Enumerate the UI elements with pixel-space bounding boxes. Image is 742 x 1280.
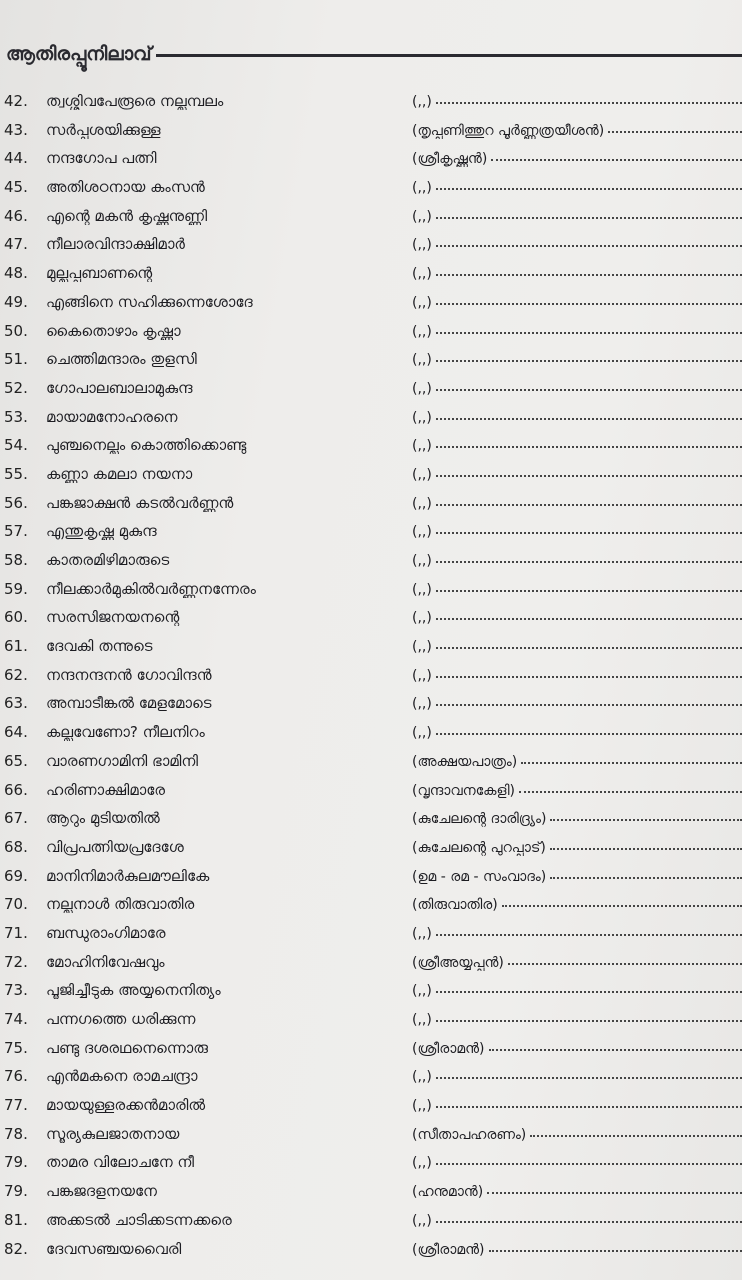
item-number: 43. (4, 120, 28, 139)
song-reference (410, 410, 742, 426)
book-title: ആതിരപ്പൂനിലാവ് (6, 43, 152, 65)
dotted-leader (436, 417, 742, 420)
dotted-leader (436, 216, 742, 219)
song-reference (410, 1184, 742, 1200)
list-item (4, 1182, 742, 1211)
song-reference (410, 266, 742, 282)
dotted-leader (502, 904, 742, 907)
dotted-leader (436, 589, 742, 592)
dotted-leader (436, 933, 742, 936)
dotted-leader (436, 675, 742, 678)
dotted-leader (436, 445, 742, 448)
song-title: പങ്കജദളനയനേ (46, 1182, 157, 1201)
list-item (4, 924, 742, 953)
reference-text: (ഉമ - രമ - സംവാദം) (412, 868, 547, 885)
list-item (4, 436, 742, 465)
list-item (4, 781, 742, 810)
song-reference (410, 123, 742, 139)
song-title: കാതരമിഴിമാരുടെ (46, 551, 170, 569)
song-reference (410, 209, 742, 225)
reference-text: (,,) (412, 524, 432, 541)
reference-text: (,,) (412, 94, 432, 110)
dotted-leader (436, 503, 742, 506)
item-number: 45. (4, 178, 28, 197)
song-reference (410, 610, 742, 626)
list-item (4, 953, 742, 982)
reference-text: (,,) (412, 1069, 432, 1086)
dotted-leader (491, 158, 742, 161)
list-item (4, 1240, 742, 1269)
song-title: മോഹിനിവേഷവും (46, 952, 165, 971)
list-item (4, 522, 742, 551)
item-number: 75. (4, 1038, 28, 1057)
item-number: 73. (4, 981, 28, 1000)
dotted-leader (436, 359, 742, 362)
dotted-leader (550, 818, 742, 821)
header-rule (156, 54, 742, 57)
list-item (4, 666, 742, 695)
list-item (4, 551, 742, 580)
item-number: 61. (4, 637, 28, 656)
item-number: 47. (4, 235, 28, 254)
song-reference (410, 668, 742, 684)
list-item (4, 465, 742, 494)
dotted-leader (436, 990, 742, 993)
song-reference (410, 1155, 742, 1171)
song-reference (410, 352, 742, 368)
song-reference (410, 1012, 742, 1028)
song-reference (410, 754, 742, 770)
song-title: പൂജിച്ചീടുക അയ്യനെനിത്യം (46, 981, 221, 1000)
song-title: അതിശഠനായ കംസൻ (46, 178, 205, 197)
song-title: ത്വശ്ശിവപേരൂരെ നല്ലമ്പലം (46, 92, 224, 110)
song-title: ഗോപാലബാലാമുകുന്ദ (46, 378, 193, 397)
item-number: 57. (4, 522, 28, 541)
song-title: ദേവസഞ്ചയവൈരി (46, 1239, 182, 1258)
reference-text: (,,) (412, 639, 432, 656)
list-item (4, 92, 742, 121)
dotted-leader (436, 1220, 742, 1223)
reference-text: (,,) (412, 667, 432, 684)
reference-text: (ശ്രീഅയ്യപ്പൻ) (412, 954, 504, 971)
item-number: 69. (4, 866, 28, 885)
song-title: സർപ്പശയിക്കുള്ള (46, 120, 161, 139)
dotted-leader (436, 474, 742, 477)
dotted-leader (436, 273, 742, 276)
list-item (4, 1067, 742, 1096)
song-reference (410, 524, 742, 540)
item-number: 72. (4, 952, 28, 971)
song-reference (410, 1041, 742, 1057)
list-item (4, 1039, 742, 1068)
song-title: നന്ദഗോപ പത്നി (46, 149, 157, 168)
song-reference (410, 151, 742, 167)
item-number: 68. (4, 837, 28, 856)
song-reference (410, 496, 742, 512)
item-number: 66. (4, 780, 28, 799)
dotted-leader (519, 790, 742, 793)
song-reference (410, 1127, 742, 1143)
list-item (4, 809, 742, 838)
song-title: പുഞ്ചനെല്ലും കൊത്തിക്കൊണ്ടു (46, 436, 247, 455)
dotted-leader (436, 1076, 742, 1079)
song-title: താമര വിലോചനേ നീ (46, 1153, 194, 1172)
reference-text: (ശ്രീരാമൻ) (412, 1040, 485, 1057)
song-index-list (4, 92, 742, 1268)
song-reference (410, 926, 742, 942)
song-reference (410, 381, 742, 397)
song-reference (410, 955, 742, 971)
list-item (4, 723, 742, 752)
song-title: നീലാരവിന്ദാക്ഷിമാർ (46, 235, 185, 254)
list-item (4, 235, 742, 264)
item-number: 48. (4, 264, 28, 283)
reference-text: (,,) (412, 180, 432, 197)
song-title: കൈതൊഴാം കൃഷ്ണാ (46, 321, 181, 340)
song-title: നല്ലനാൾ തിരുവാതിര (46, 895, 195, 914)
reference-text: (വൃന്ദാവനകേളി) (412, 782, 516, 799)
dotted-leader (436, 187, 742, 190)
reference-text: (,,) (412, 266, 432, 283)
song-reference (410, 295, 742, 311)
list-item (4, 1010, 742, 1039)
dotted-leader (436, 388, 742, 391)
reference-text: (തിരുവാതിര) (412, 897, 498, 914)
song-title: നന്ദനന്ദനൻ ഗോവിന്ദൻ (46, 665, 212, 684)
song-reference (410, 869, 742, 885)
reference-text: (,,) (412, 1155, 432, 1172)
list-item (4, 264, 742, 293)
item-number: 62. (4, 665, 28, 684)
song-reference (410, 553, 742, 569)
song-reference (410, 783, 742, 799)
dotted-leader (508, 962, 742, 965)
song-title: പന്നഗത്തെ ധരിക്കുന്ന (46, 1010, 196, 1028)
list-item (4, 207, 742, 236)
song-title: വാരണഗാമിനി ഭാമിനി (46, 751, 198, 770)
song-title: സരസിജനയനന്റെ (46, 608, 180, 627)
song-reference (410, 1069, 742, 1085)
reference-text: (,,) (412, 983, 432, 1000)
item-number: 60. (4, 608, 28, 627)
dotted-leader (550, 847, 742, 850)
item-number: 65. (4, 751, 28, 770)
reference-text: (,,) (412, 925, 432, 942)
list-item (4, 981, 742, 1010)
reference-text: (ശ്രീരാമൻ) (412, 1241, 485, 1258)
reference-text: (,,) (412, 237, 432, 254)
reference-text: (സീതാപഹരണം) (412, 1126, 527, 1143)
item-number: 79. (4, 1182, 28, 1201)
list-item (4, 694, 742, 723)
list-item (4, 350, 742, 379)
song-reference (410, 1242, 742, 1258)
song-title: പണ്ടു ദശരഥനെന്നൊരു (46, 1038, 208, 1057)
list-item (4, 608, 742, 637)
song-reference (410, 467, 742, 483)
dotted-leader (489, 1048, 742, 1051)
item-number: 56. (4, 493, 28, 512)
list-item (4, 149, 742, 178)
reference-text: (,,) (412, 466, 432, 483)
song-reference (410, 582, 742, 598)
reference-text: (ഹനുമാൻ) (412, 1184, 484, 1201)
reference-text: (കുചേലന്റെ ദാരിദ്ര്യം) (412, 811, 547, 828)
item-number: 78. (4, 1124, 28, 1143)
list-item (4, 178, 742, 207)
item-number: 46. (4, 206, 28, 225)
item-number: 55. (4, 464, 28, 483)
reference-text: (,,) (412, 1212, 432, 1229)
list-item (4, 494, 742, 523)
item-number: 71. (4, 923, 28, 942)
list-item (4, 637, 742, 666)
song-title: ചെത്തിമന്ദാരം തുളസി (46, 350, 197, 369)
song-reference (410, 94, 742, 110)
list-item (4, 379, 742, 408)
dotted-leader (436, 531, 742, 534)
song-reference (410, 180, 742, 196)
song-reference (410, 840, 742, 856)
song-title: പങ്കജാക്ഷൻ കടൽവർണ്ണൻ (46, 493, 234, 512)
song-title: അക്കടൽ ചാടിക്കടന്നക്കരെ (46, 1210, 232, 1229)
page-header (6, 34, 742, 74)
song-title: മാനിനിമാർകുലമൗലികേ (46, 866, 210, 885)
reference-text: (,,) (412, 409, 432, 426)
reference-text: (,,) (412, 1012, 432, 1028)
dotted-leader (436, 1105, 742, 1108)
list-item (4, 1096, 742, 1125)
item-number: 79. (4, 1153, 28, 1172)
item-number: 44. (4, 149, 28, 168)
item-number: 82. (4, 1239, 28, 1258)
dotted-leader (436, 302, 742, 305)
song-reference (410, 237, 742, 253)
dotted-leader (436, 703, 742, 706)
list-item (4, 293, 742, 322)
list-item (4, 1153, 742, 1182)
dotted-leader (436, 646, 742, 649)
dotted-leader (550, 876, 742, 879)
song-reference (410, 811, 742, 827)
list-item (4, 867, 742, 896)
song-title: കല്ലുവേണോ? നീലനിറം (46, 723, 205, 742)
song-reference (410, 324, 742, 340)
song-title: എങ്ങിനെ സഹിക്കുന്നെശോദേ (46, 292, 253, 311)
reference-text: (,,) (412, 553, 432, 569)
song-title: അമ്പാടീങ്കൽ മേളമോടെ (46, 694, 212, 713)
song-reference (410, 1098, 742, 1114)
song-title: എൻമകനെ രാമചന്ദ്രാ (46, 1067, 198, 1086)
song-title: വിപ്രപത്നിയപ്രദേശേ (46, 837, 184, 856)
song-title: ബന്ധുരാംഗിമാരേ (46, 923, 166, 942)
reference-text: (,,) (412, 438, 432, 455)
list-item (4, 322, 742, 351)
song-reference (410, 639, 742, 655)
list-item (4, 895, 742, 924)
song-reference (410, 897, 742, 913)
dotted-leader (436, 1019, 742, 1022)
list-item (4, 752, 742, 781)
song-reference (410, 983, 742, 999)
list-item (4, 580, 742, 609)
dotted-leader (489, 1249, 742, 1252)
item-number: 70. (4, 895, 28, 914)
reference-text: (,,) (412, 610, 432, 627)
dotted-leader (521, 761, 742, 764)
reference-text: (,,) (412, 323, 432, 340)
reference-text: (,,) (412, 1098, 432, 1115)
song-reference (410, 725, 742, 741)
reference-text: (അക്ഷയപാത്രം) (412, 753, 518, 770)
reference-text: (തൃപ്പൂണിത്തുറ പൂർണ്ണത്രയീശൻ) (412, 122, 605, 139)
item-number: 81. (4, 1210, 28, 1229)
item-number: 54. (4, 436, 28, 455)
item-number: 67. (4, 809, 28, 828)
reference-text: (ശ്രീകൃഷ്ണൻ) (412, 151, 488, 168)
dotted-leader (487, 1191, 742, 1194)
item-number: 64. (4, 723, 28, 742)
song-reference (410, 438, 742, 454)
item-number: 50. (4, 321, 28, 340)
item-number: 51. (4, 350, 28, 369)
song-title: എന്റെ മകൻ കൃഷ്ണനുണ്ണി (46, 206, 208, 225)
reference-text: (,,) (412, 208, 432, 225)
song-title: എന്തുകൃഷ്ണ മുകുന്ദ (46, 522, 157, 541)
list-item (4, 1125, 742, 1154)
reference-text: (കുചേലന്റെ പുറപ്പാട്) (412, 839, 546, 856)
dotted-leader (436, 244, 742, 247)
reference-text: (,,) (412, 725, 432, 742)
song-title: ആറും മുടിയതിൽ (46, 809, 160, 828)
dotted-leader (436, 331, 742, 334)
song-title: നീലക്കാർമുകിൽവർണ്ണനന്നേരം (46, 579, 256, 598)
song-title: ഹരിണാക്ഷിമാരേ (46, 780, 166, 799)
list-item (4, 121, 742, 150)
item-number: 63. (4, 694, 28, 713)
song-title: മായയുള്ളരക്കൻമാരിൽ (46, 1096, 206, 1115)
reference-text: (,,) (412, 696, 432, 713)
item-number: 53. (4, 407, 28, 426)
reference-text: (,,) (412, 495, 432, 512)
dotted-leader (436, 101, 742, 104)
item-number: 59. (4, 579, 28, 598)
item-number: 42. (4, 92, 28, 110)
reference-text: (,,) (412, 380, 432, 397)
song-title: മുല്ലപ്പൂബാണന്റെ (46, 264, 153, 283)
dotted-leader (436, 560, 742, 563)
song-title: മായാമനോഹരനെ (46, 407, 178, 426)
item-number: 74. (4, 1010, 28, 1028)
song-reference (410, 1213, 742, 1229)
list-item (4, 408, 742, 437)
reference-text: (,,) (412, 581, 432, 598)
dotted-leader (436, 732, 742, 735)
item-number: 52. (4, 378, 28, 397)
dotted-leader (436, 1162, 742, 1165)
item-number: 58. (4, 551, 28, 569)
dotted-leader (530, 1134, 742, 1137)
list-item (4, 1211, 742, 1240)
song-reference (410, 696, 742, 712)
reference-text: (,,) (412, 294, 432, 311)
item-number: 77. (4, 1096, 28, 1115)
song-title: കണ്ണാ കമലാ നയനാ (46, 464, 193, 483)
dotted-leader (608, 130, 742, 133)
reference-text: (,,) (412, 352, 432, 369)
song-title: ദേവകി തന്നുടെ (46, 637, 153, 656)
song-title: സൂര്യകുലജാതനായ (46, 1124, 180, 1143)
item-number: 76. (4, 1067, 28, 1086)
item-number: 49. (4, 292, 28, 311)
dotted-leader (436, 617, 742, 620)
list-item (4, 838, 742, 867)
